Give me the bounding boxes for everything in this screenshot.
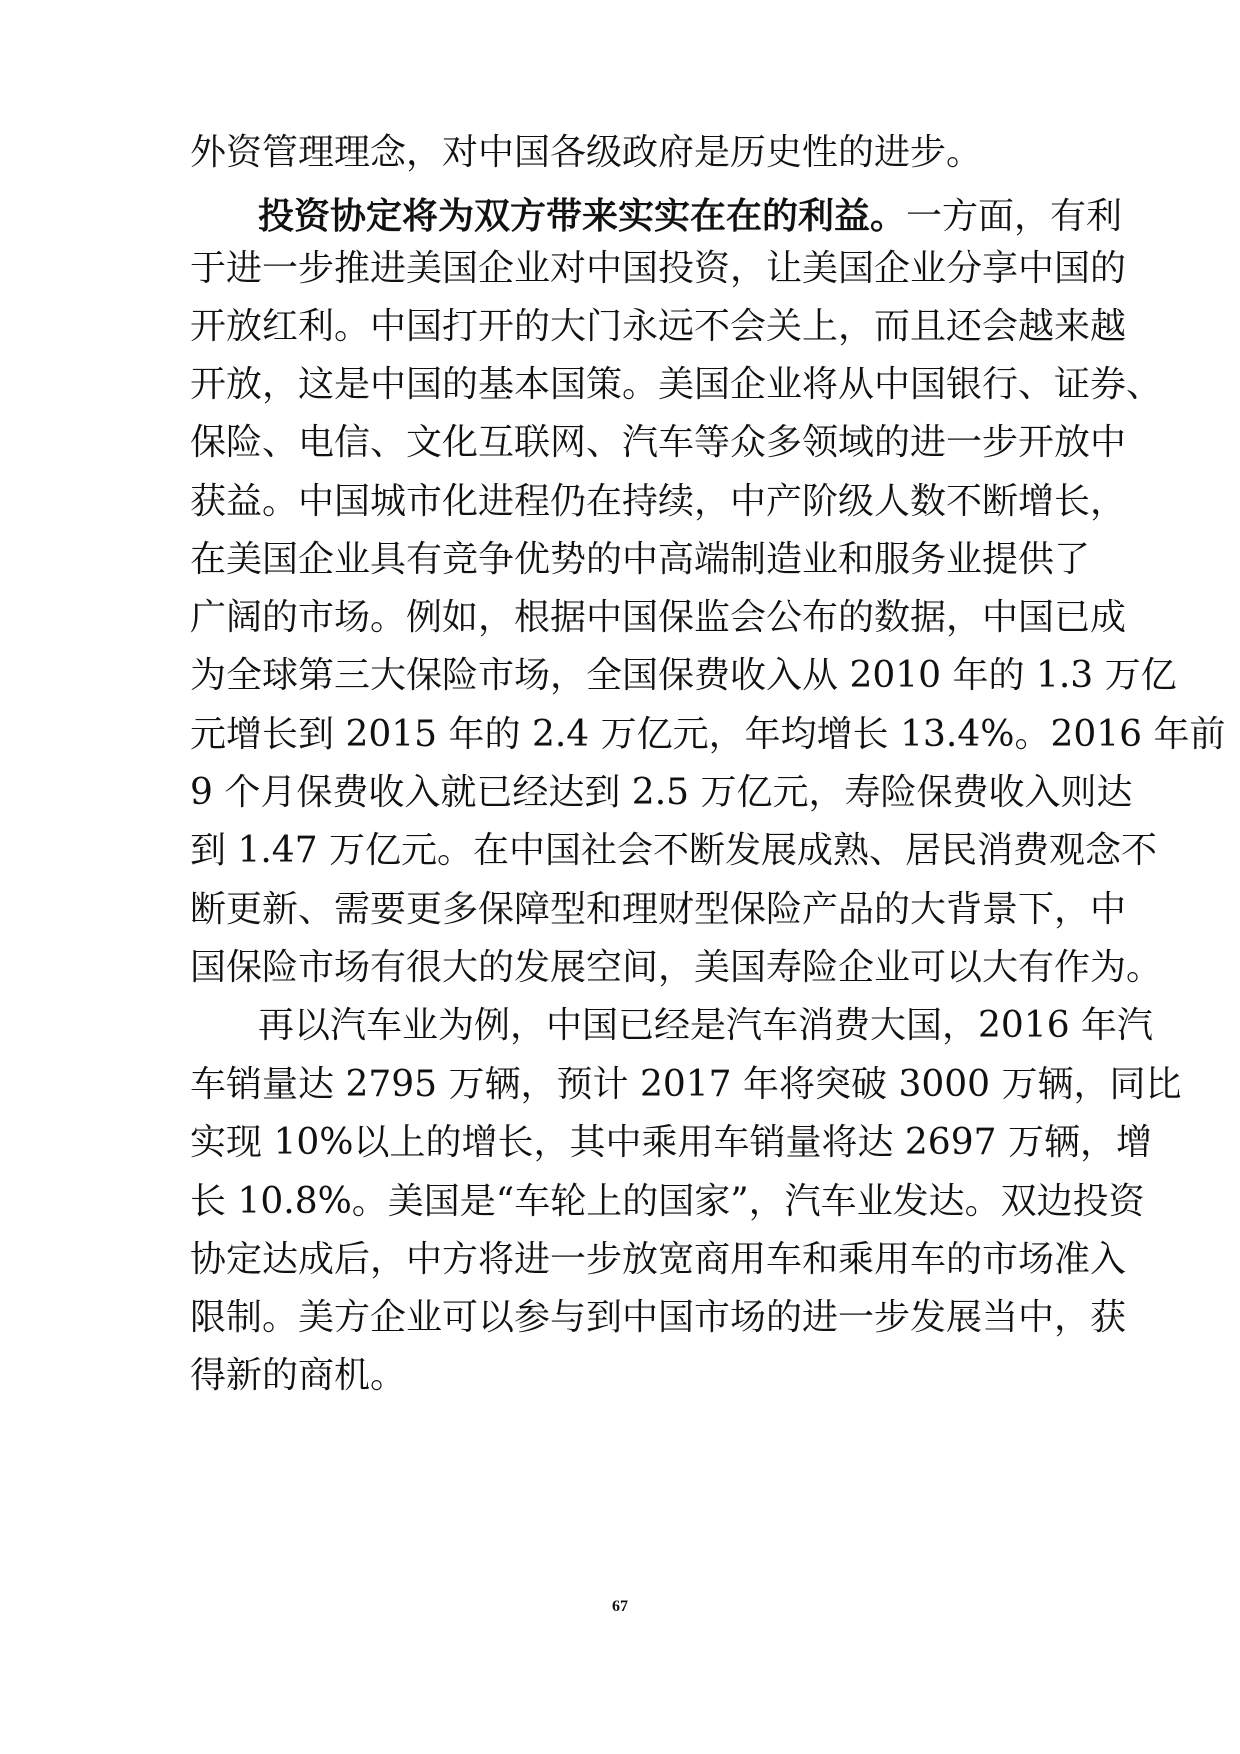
paragraph-2-lead-rest: 一方面，有利 — [906, 196, 1123, 237]
paragraph-2-line-9: 为全球第三大保险市场，全国保费收入从 2010 年的 1.3 万亿 — [190, 655, 1177, 696]
paragraph-1-line-1: 外资管理理念，对中国各级政府是历史性的进步。 — [190, 132, 983, 173]
paragraph-3-line-5: 协定达成后，中方将进一步放宽商用车和乘用车的市场准入 — [190, 1239, 1127, 1280]
page-number: 67 — [612, 1598, 628, 1615]
paragraph-2-line-6: 获益。中国城市化进程仍在持续，中产阶级人数不断增长， — [190, 481, 1127, 522]
paragraph-3-line-1: 再以汽车业为例，中国已经是汽车消费大国，2016 年汽 — [258, 1005, 1154, 1046]
paragraph-2-line-14: 国保险市场有很大的发展空间，美国寿险企业可以大有作为。 — [190, 947, 1163, 988]
paragraph-2-line-11: 9 个月保费收入就已经达到 2.5 万亿元，寿险保费收入则达 — [190, 772, 1133, 813]
paragraph-2-line-10: 元增长到 2015 年的 2.4 万亿元，年均增长 13.4%。2016 年前 — [190, 714, 1226, 755]
paragraph-3-line-4: 长 10.8%。美国是“车轮上的国家”，汽车业发达。双边投资 — [190, 1181, 1145, 1222]
paragraph-2-line-1 — [258, 191, 1123, 241]
paragraph-2-line-7: 在美国企业具有竞争优势的中高端制造业和服务业提供了 — [190, 539, 1091, 580]
paragraph-2-line-2: 于进一步推进美国企业对中国投资，让美国企业分享中国的 — [190, 248, 1127, 289]
paragraph-3-line-7: 得新的商机。 — [190, 1355, 407, 1396]
paragraph-2-line-5: 保险、电信、文化互联网、汽车等众多领域的进一步开放中 — [190, 422, 1127, 463]
paragraph-3-line-3: 实现 10%以上的增长，其中乘用车销量将达 2697 万辆，增 — [190, 1122, 1152, 1163]
paragraph-3-line-2: 车销量达 2795 万辆，预计 2017 年将突破 3000 万辆，同比 — [190, 1064, 1182, 1105]
paragraph-3-line-6: 限制。美方企业可以参与到中国市场的进一步发展当中，获 — [190, 1297, 1127, 1338]
paragraph-2-line-13: 断更新、需要更多保障型和理财型保险产品的大背景下，中 — [190, 889, 1127, 930]
paragraph-2-line-3: 开放红利。中国打开的大门永远不会关上，而且还会越来越 — [190, 306, 1127, 347]
paragraph-2-bold-lead: 投资协定将为双方带来实实在在的利益。 — [258, 195, 907, 237]
paragraph-2-line-8: 广阔的市场。例如，根据中国保监会公布的数据，中国已成 — [190, 597, 1127, 638]
paragraph-2-line-12: 到 1.47 万亿元。在中国社会不断发展成熟、居民消费观念不 — [190, 830, 1158, 871]
paragraph-2-line-4: 开放，这是中国的基本国策。美国企业将从中国银行、证券、 — [190, 364, 1163, 405]
